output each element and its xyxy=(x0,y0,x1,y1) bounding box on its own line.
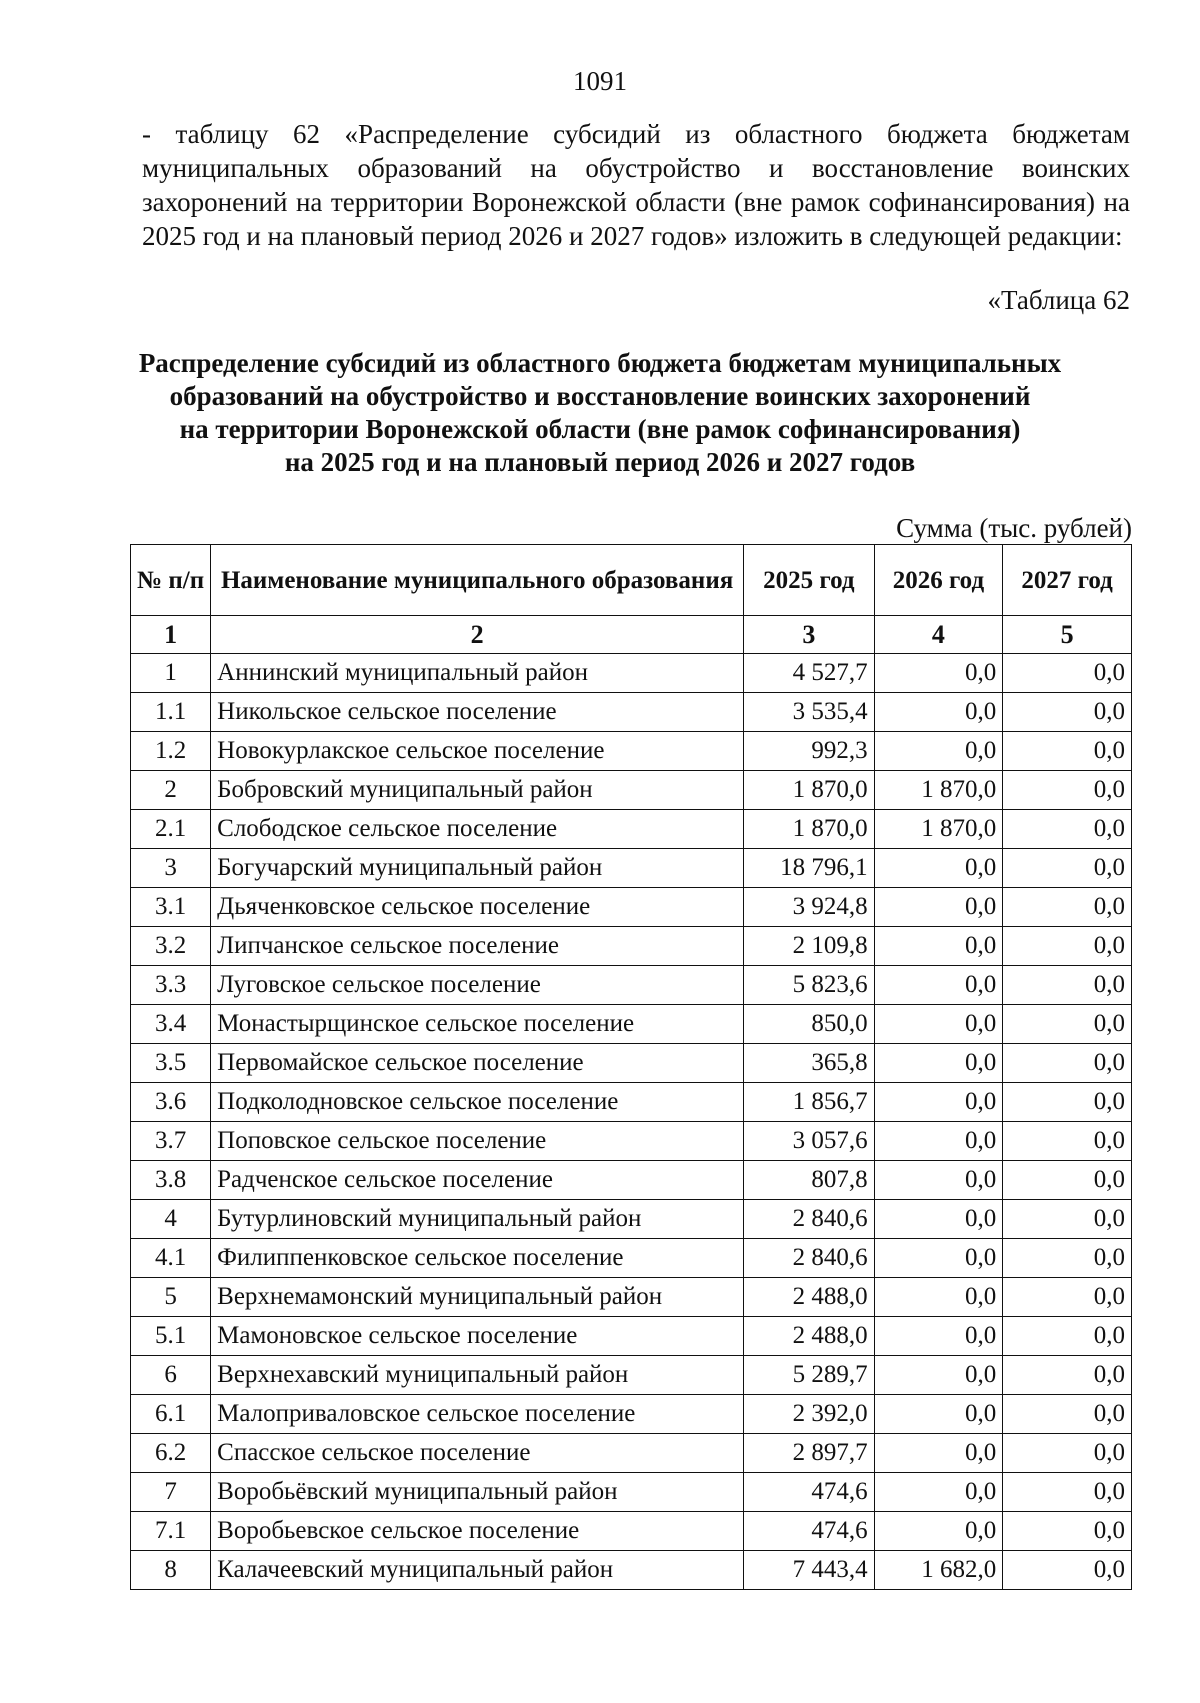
column-number: 2 xyxy=(211,616,744,654)
amount-2026-cell: 0,0 xyxy=(874,1473,1003,1512)
amount-2025-cell: 3 535,4 xyxy=(744,693,874,732)
amount-2025-cell: 3 924,8 xyxy=(744,888,874,927)
amount-2025-cell: 2 897,7 xyxy=(744,1434,874,1473)
municipality-name-cell: Воробьёвский муниципальный район xyxy=(211,1473,744,1512)
row-number-cell: 3.1 xyxy=(131,888,211,927)
table-reference: «Таблица 62 xyxy=(987,285,1130,315)
amount-2026-cell: 0,0 xyxy=(874,1239,1003,1278)
table-row xyxy=(131,732,1132,771)
amount-2027-cell: 0,0 xyxy=(1003,966,1132,1005)
row-number-cell: 6 xyxy=(131,1356,211,1395)
row-number-cell: 1.1 xyxy=(131,693,211,732)
row-number-cell: 3.6 xyxy=(131,1083,211,1122)
municipality-name-cell: Слободское сельское поселение xyxy=(211,810,744,849)
column-number: 5 xyxy=(1003,616,1132,654)
row-number-cell: 5 xyxy=(131,1278,211,1317)
amount-2026-cell: 0,0 xyxy=(874,1356,1003,1395)
amount-2027-cell: 0,0 xyxy=(1003,1083,1132,1122)
column-number: 1 xyxy=(131,616,211,654)
amount-2027-cell: 0,0 xyxy=(1003,1161,1132,1200)
municipality-name-cell: Подколодновское сельское поселение xyxy=(211,1083,744,1122)
table-row xyxy=(131,1551,1132,1590)
row-number-cell: 3.3 xyxy=(131,966,211,1005)
table-row xyxy=(131,1044,1132,1083)
intro-paragraph: - таблицу 62 «Распределение субсидий из областного бюджета бюджетам муниципальных образований на обустройство и восстановление воинских захоронений на территории Воронежской области (вне рамок софинансирования) на 2025 год и на плановый период 2026 и 2027 годов» изложить в следующей редакции: xyxy=(142,119,1130,251)
amount-2027-cell: 0,0 xyxy=(1003,1551,1132,1590)
amount-2027-cell: 0,0 xyxy=(1003,888,1132,927)
amount-2026-cell: 0,0 xyxy=(874,1044,1003,1083)
amount-2026-cell: 0,0 xyxy=(874,1512,1003,1551)
amount-2026-cell: 0,0 xyxy=(874,1317,1003,1356)
row-number-cell: 3.4 xyxy=(131,1005,211,1044)
title-line: на 2025 год и на плановый период 2026 и 2027 годов xyxy=(284,447,916,477)
row-number-cell: 6.2 xyxy=(131,1434,211,1473)
amount-2025-cell: 992,3 xyxy=(744,732,874,771)
amount-2027-cell: 0,0 xyxy=(1003,1434,1132,1473)
amount-2025-cell: 2 392,0 xyxy=(744,1395,874,1434)
amount-2025-cell: 3 057,6 xyxy=(744,1122,874,1161)
municipality-name-cell: Бутурлиновский муниципальный район xyxy=(211,1200,744,1239)
amount-2026-cell: 0,0 xyxy=(874,1395,1003,1434)
header-row xyxy=(131,545,1132,616)
table-row xyxy=(131,1239,1132,1278)
table-row xyxy=(131,1278,1132,1317)
municipality-name-cell: Монастырщинское сельское поселение xyxy=(211,1005,744,1044)
municipality-name-cell: Верхнемамонский муниципальный район xyxy=(211,1278,744,1317)
amount-2026-cell: 0,0 xyxy=(874,654,1003,693)
title-line: на территории Воронежской области (вне рамок софинансирования) xyxy=(179,414,1021,444)
municipality-name-cell: Первомайское сельское поселение xyxy=(211,1044,744,1083)
table-row xyxy=(131,1161,1132,1200)
municipality-name-cell: Мамоновское сельское поселение xyxy=(211,1317,744,1356)
amount-2027-cell: 0,0 xyxy=(1003,1278,1132,1317)
municipality-name-cell: Дьяченковское сельское поселение xyxy=(211,888,744,927)
column-number: 3 xyxy=(744,616,874,654)
municipality-name-cell: Поповское сельское поселение xyxy=(211,1122,744,1161)
header-name: Наименование муниципального образования xyxy=(211,545,744,616)
municipality-name-cell: Новокурлакское сельское поселение xyxy=(211,732,744,771)
municipality-name-cell: Бобровский муниципальный район xyxy=(211,771,744,810)
amount-2027-cell: 0,0 xyxy=(1003,1200,1132,1239)
amount-2026-cell: 0,0 xyxy=(874,1083,1003,1122)
amount-2025-cell: 807,8 xyxy=(744,1161,874,1200)
row-number-cell: 4 xyxy=(131,1200,211,1239)
table-row xyxy=(131,966,1132,1005)
amount-2026-cell: 1 682,0 xyxy=(874,1551,1003,1590)
municipality-name-cell: Филиппенковское сельское поселение xyxy=(211,1239,744,1278)
amount-2026-cell: 0,0 xyxy=(874,966,1003,1005)
title-line: образований на обустройство и восстановление воинских захоронений xyxy=(169,381,1031,411)
table-row xyxy=(131,693,1132,732)
amount-2025-cell: 2 488,0 xyxy=(744,1278,874,1317)
amount-2026-cell: 0,0 xyxy=(874,693,1003,732)
municipality-name-cell: Верхнехавский муниципальный район xyxy=(211,1356,744,1395)
amount-2027-cell: 0,0 xyxy=(1003,849,1132,888)
table-row xyxy=(131,1083,1132,1122)
amount-2027-cell: 0,0 xyxy=(1003,1473,1132,1512)
table-row xyxy=(131,1005,1132,1044)
amount-2025-cell: 5 823,6 xyxy=(744,966,874,1005)
table-row xyxy=(131,1434,1132,1473)
column-number-row xyxy=(131,616,1132,654)
amount-2026-cell: 0,0 xyxy=(874,849,1003,888)
row-number-cell: 3.5 xyxy=(131,1044,211,1083)
unit-label: Сумма (тыс. рублей) xyxy=(896,513,1132,543)
table-row xyxy=(131,1122,1132,1161)
municipality-name-cell: Воробьевское сельское поселение xyxy=(211,1512,744,1551)
row-number-cell: 8 xyxy=(131,1551,211,1590)
row-number-cell: 3.8 xyxy=(131,1161,211,1200)
title-line: Распределение субсидий из областного бюджета бюджетам муниципальных xyxy=(138,348,1062,378)
amount-2026-cell: 0,0 xyxy=(874,1200,1003,1239)
amount-2026-cell: 0,0 xyxy=(874,1278,1003,1317)
amount-2027-cell: 0,0 xyxy=(1003,1239,1132,1278)
amount-2025-cell: 4 527,7 xyxy=(744,654,874,693)
row-number-cell: 3.2 xyxy=(131,927,211,966)
municipality-name-cell: Калачеевский муниципальный район xyxy=(211,1551,744,1590)
amount-2025-cell: 5 289,7 xyxy=(744,1356,874,1395)
table-row xyxy=(131,888,1132,927)
amount-2027-cell: 0,0 xyxy=(1003,1395,1132,1434)
amount-2025-cell: 1 856,7 xyxy=(744,1083,874,1122)
table-row xyxy=(131,1512,1132,1551)
table-row xyxy=(131,927,1132,966)
table-row xyxy=(131,1317,1132,1356)
amount-2025-cell: 365,8 xyxy=(744,1044,874,1083)
amount-2027-cell: 0,0 xyxy=(1003,732,1132,771)
amount-2025-cell: 1 870,0 xyxy=(744,771,874,810)
header-2027: 2027 год xyxy=(1003,545,1132,616)
amount-2027-cell: 0,0 xyxy=(1003,771,1132,810)
row-number-cell: 2.1 xyxy=(131,810,211,849)
column-number: 4 xyxy=(874,616,1003,654)
municipality-name-cell: Богучарский муниципальный район xyxy=(211,849,744,888)
municipality-name-cell: Аннинский муниципальный район xyxy=(211,654,744,693)
amount-2026-cell: 0,0 xyxy=(874,732,1003,771)
page-number: 1091 xyxy=(573,66,627,96)
amount-2027-cell: 0,0 xyxy=(1003,1122,1132,1161)
row-number-cell: 7 xyxy=(131,1473,211,1512)
row-number-cell: 3 xyxy=(131,849,211,888)
row-number-cell: 1 xyxy=(131,654,211,693)
amount-2027-cell: 0,0 xyxy=(1003,693,1132,732)
amount-2026-cell: 0,0 xyxy=(874,888,1003,927)
amount-2026-cell: 0,0 xyxy=(874,927,1003,966)
header-2026: 2026 год xyxy=(874,545,1003,616)
document-title xyxy=(100,347,1100,479)
row-number-cell: 1.2 xyxy=(131,732,211,771)
row-number-cell: 6.1 xyxy=(131,1395,211,1434)
amount-2026-cell: 0,0 xyxy=(874,1005,1003,1044)
amount-2025-cell: 18 796,1 xyxy=(744,849,874,888)
amount-2027-cell: 0,0 xyxy=(1003,1317,1132,1356)
row-number-cell: 7.1 xyxy=(131,1512,211,1551)
table-body xyxy=(131,654,1132,1590)
row-number-cell: 4.1 xyxy=(131,1239,211,1278)
amount-2025-cell: 850,0 xyxy=(744,1005,874,1044)
amount-2026-cell: 0,0 xyxy=(874,1434,1003,1473)
municipality-name-cell: Никольское сельское поселение xyxy=(211,693,744,732)
municipality-name-cell: Липчанское сельское поселение xyxy=(211,927,744,966)
row-number-cell: 3.7 xyxy=(131,1122,211,1161)
amount-2025-cell: 2 840,6 xyxy=(744,1239,874,1278)
table-row xyxy=(131,771,1132,810)
amount-2026-cell: 0,0 xyxy=(874,1122,1003,1161)
amount-2025-cell: 2 109,8 xyxy=(744,927,874,966)
amount-2027-cell: 0,0 xyxy=(1003,1356,1132,1395)
header-2025: 2025 год xyxy=(744,545,874,616)
municipality-name-cell: Малоприваловское сельское поселение xyxy=(211,1395,744,1434)
table-row xyxy=(131,810,1132,849)
table-row xyxy=(131,849,1132,888)
amount-2025-cell: 2 840,6 xyxy=(744,1200,874,1239)
amount-2025-cell: 2 488,0 xyxy=(744,1317,874,1356)
table-row xyxy=(131,1356,1132,1395)
amount-2025-cell: 7 443,4 xyxy=(744,1551,874,1590)
header-number: № п/п xyxy=(131,545,211,616)
table-row xyxy=(131,1395,1132,1434)
amount-2026-cell: 1 870,0 xyxy=(874,810,1003,849)
table-row xyxy=(131,1200,1132,1239)
amount-2025-cell: 474,6 xyxy=(744,1512,874,1551)
amount-2027-cell: 0,0 xyxy=(1003,810,1132,849)
amount-2027-cell: 0,0 xyxy=(1003,927,1132,966)
table-row xyxy=(131,654,1132,693)
table-row xyxy=(131,1473,1132,1512)
amount-2026-cell: 0,0 xyxy=(874,1161,1003,1200)
municipality-name-cell: Луговское сельское поселение xyxy=(211,966,744,1005)
amount-2027-cell: 0,0 xyxy=(1003,654,1132,693)
amount-2025-cell: 1 870,0 xyxy=(744,810,874,849)
municipality-name-cell: Спасское сельское поселение xyxy=(211,1434,744,1473)
row-number-cell: 2 xyxy=(131,771,211,810)
subsidy-table xyxy=(130,544,1132,1590)
municipality-name-cell: Радченское сельское поселение xyxy=(211,1161,744,1200)
amount-2027-cell: 0,0 xyxy=(1003,1044,1132,1083)
amount-2027-cell: 0,0 xyxy=(1003,1512,1132,1551)
amount-2027-cell: 0,0 xyxy=(1003,1005,1132,1044)
amount-2025-cell: 474,6 xyxy=(744,1473,874,1512)
row-number-cell: 5.1 xyxy=(131,1317,211,1356)
amount-2026-cell: 1 870,0 xyxy=(874,771,1003,810)
